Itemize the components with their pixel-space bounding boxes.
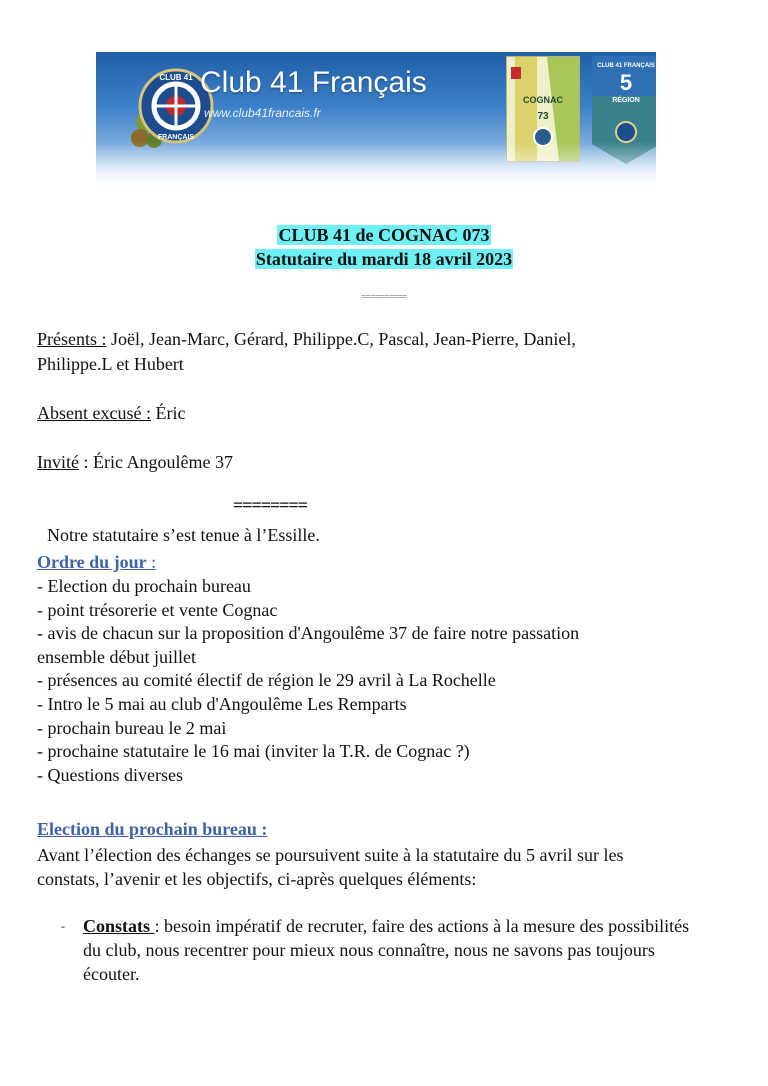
agenda-list	[37, 575, 579, 787]
agenda-item: - prochain bureau le 2 mai	[37, 717, 227, 738]
region-label: RÉGION	[612, 97, 640, 104]
banner-url: www.club41francais.fr	[204, 106, 321, 120]
election-heading	[37, 817, 267, 841]
presents-line-2: Philippe.L et Hubert	[37, 354, 184, 374]
election-intro-line-1: Avant l’élection des échanges se poursuivent suite à la statutaire du 5 avril sur les	[37, 845, 624, 865]
location-text: Notre statutaire s’est tenue à l’Essille.	[47, 525, 320, 545]
invite-names: : Éric Angoulême 37	[79, 452, 233, 472]
constats-label: Constats	[83, 916, 155, 936]
title-line-2: Statutaire du mardi 18 avril 2023	[255, 249, 513, 269]
agenda-item: - Intro le 5 mai au club d'Angoulême Les Remparts	[37, 693, 407, 714]
bullet-text	[83, 914, 703, 986]
agenda-item: - Election du prochain bureau	[37, 576, 251, 596]
agenda-heading-text: Ordre du jour	[37, 552, 147, 572]
header-banner	[96, 52, 656, 190]
election-intro-line-2: constats, l’avenir et les objectifs, ci-après quelques éléments:	[37, 869, 477, 889]
separator-big: ========	[233, 495, 308, 515]
invite-label: Invité	[37, 452, 79, 472]
absent-label: Absent excusé :	[37, 403, 151, 423]
absent-names: Éric	[150, 403, 186, 423]
presents-names: Joël, Jean-Marc, Gérard, Philippe.C, Pascal, Jean-Pierre, Daniel,	[106, 329, 576, 349]
cognac-label: COGNAC	[523, 95, 563, 105]
presents-label: Présents :	[37, 329, 107, 349]
region-top-text: CLUB 41 FRANÇAIS	[597, 63, 655, 69]
agenda-heading-colon: :	[146, 552, 157, 572]
document-title	[0, 223, 768, 271]
title-line-1: CLUB 41 de COGNAC 073	[278, 225, 490, 245]
region-number: 5	[619, 70, 633, 95]
absent-line	[37, 401, 185, 425]
agenda-heading	[37, 550, 156, 574]
banner-title: Club 41 Français	[200, 66, 427, 99]
separator-small: ==========	[361, 292, 407, 302]
agenda-item: ensemble début juillet	[37, 646, 196, 667]
emblem-bottom-text: FRANÇAIS	[157, 134, 195, 141]
agenda-item: - prochaine statutaire le 16 mai (inviter la T.R. de Cognac ?)	[37, 741, 470, 762]
banner-fade	[96, 142, 656, 190]
invite-line	[37, 450, 233, 474]
agenda-item: - avis de chacun sur la proposition d'Angoulême 37 de faire notre passation	[37, 623, 580, 644]
agenda-item: - présences au comité électif de région le 29 avril à La Rochelle	[37, 670, 496, 691]
election-heading-text: Election du prochain bureau :	[37, 819, 268, 839]
agenda-item: - point trésorerie et vente Cognac	[37, 599, 278, 620]
constats-text: : besoin impératif de recruter, faire des actions à la mesure des possibilités du club, nous recentrer pour mieux nous connaître, nous ne savons pas toujours écouter.	[83, 916, 690, 984]
presents-line-1	[37, 327, 576, 351]
cognac-number: 73	[537, 111, 549, 122]
agenda-item: - Questions diverses	[37, 764, 183, 785]
emblem-top-text: CLUB 41	[159, 73, 193, 82]
bullet-dash: -	[61, 919, 65, 933]
